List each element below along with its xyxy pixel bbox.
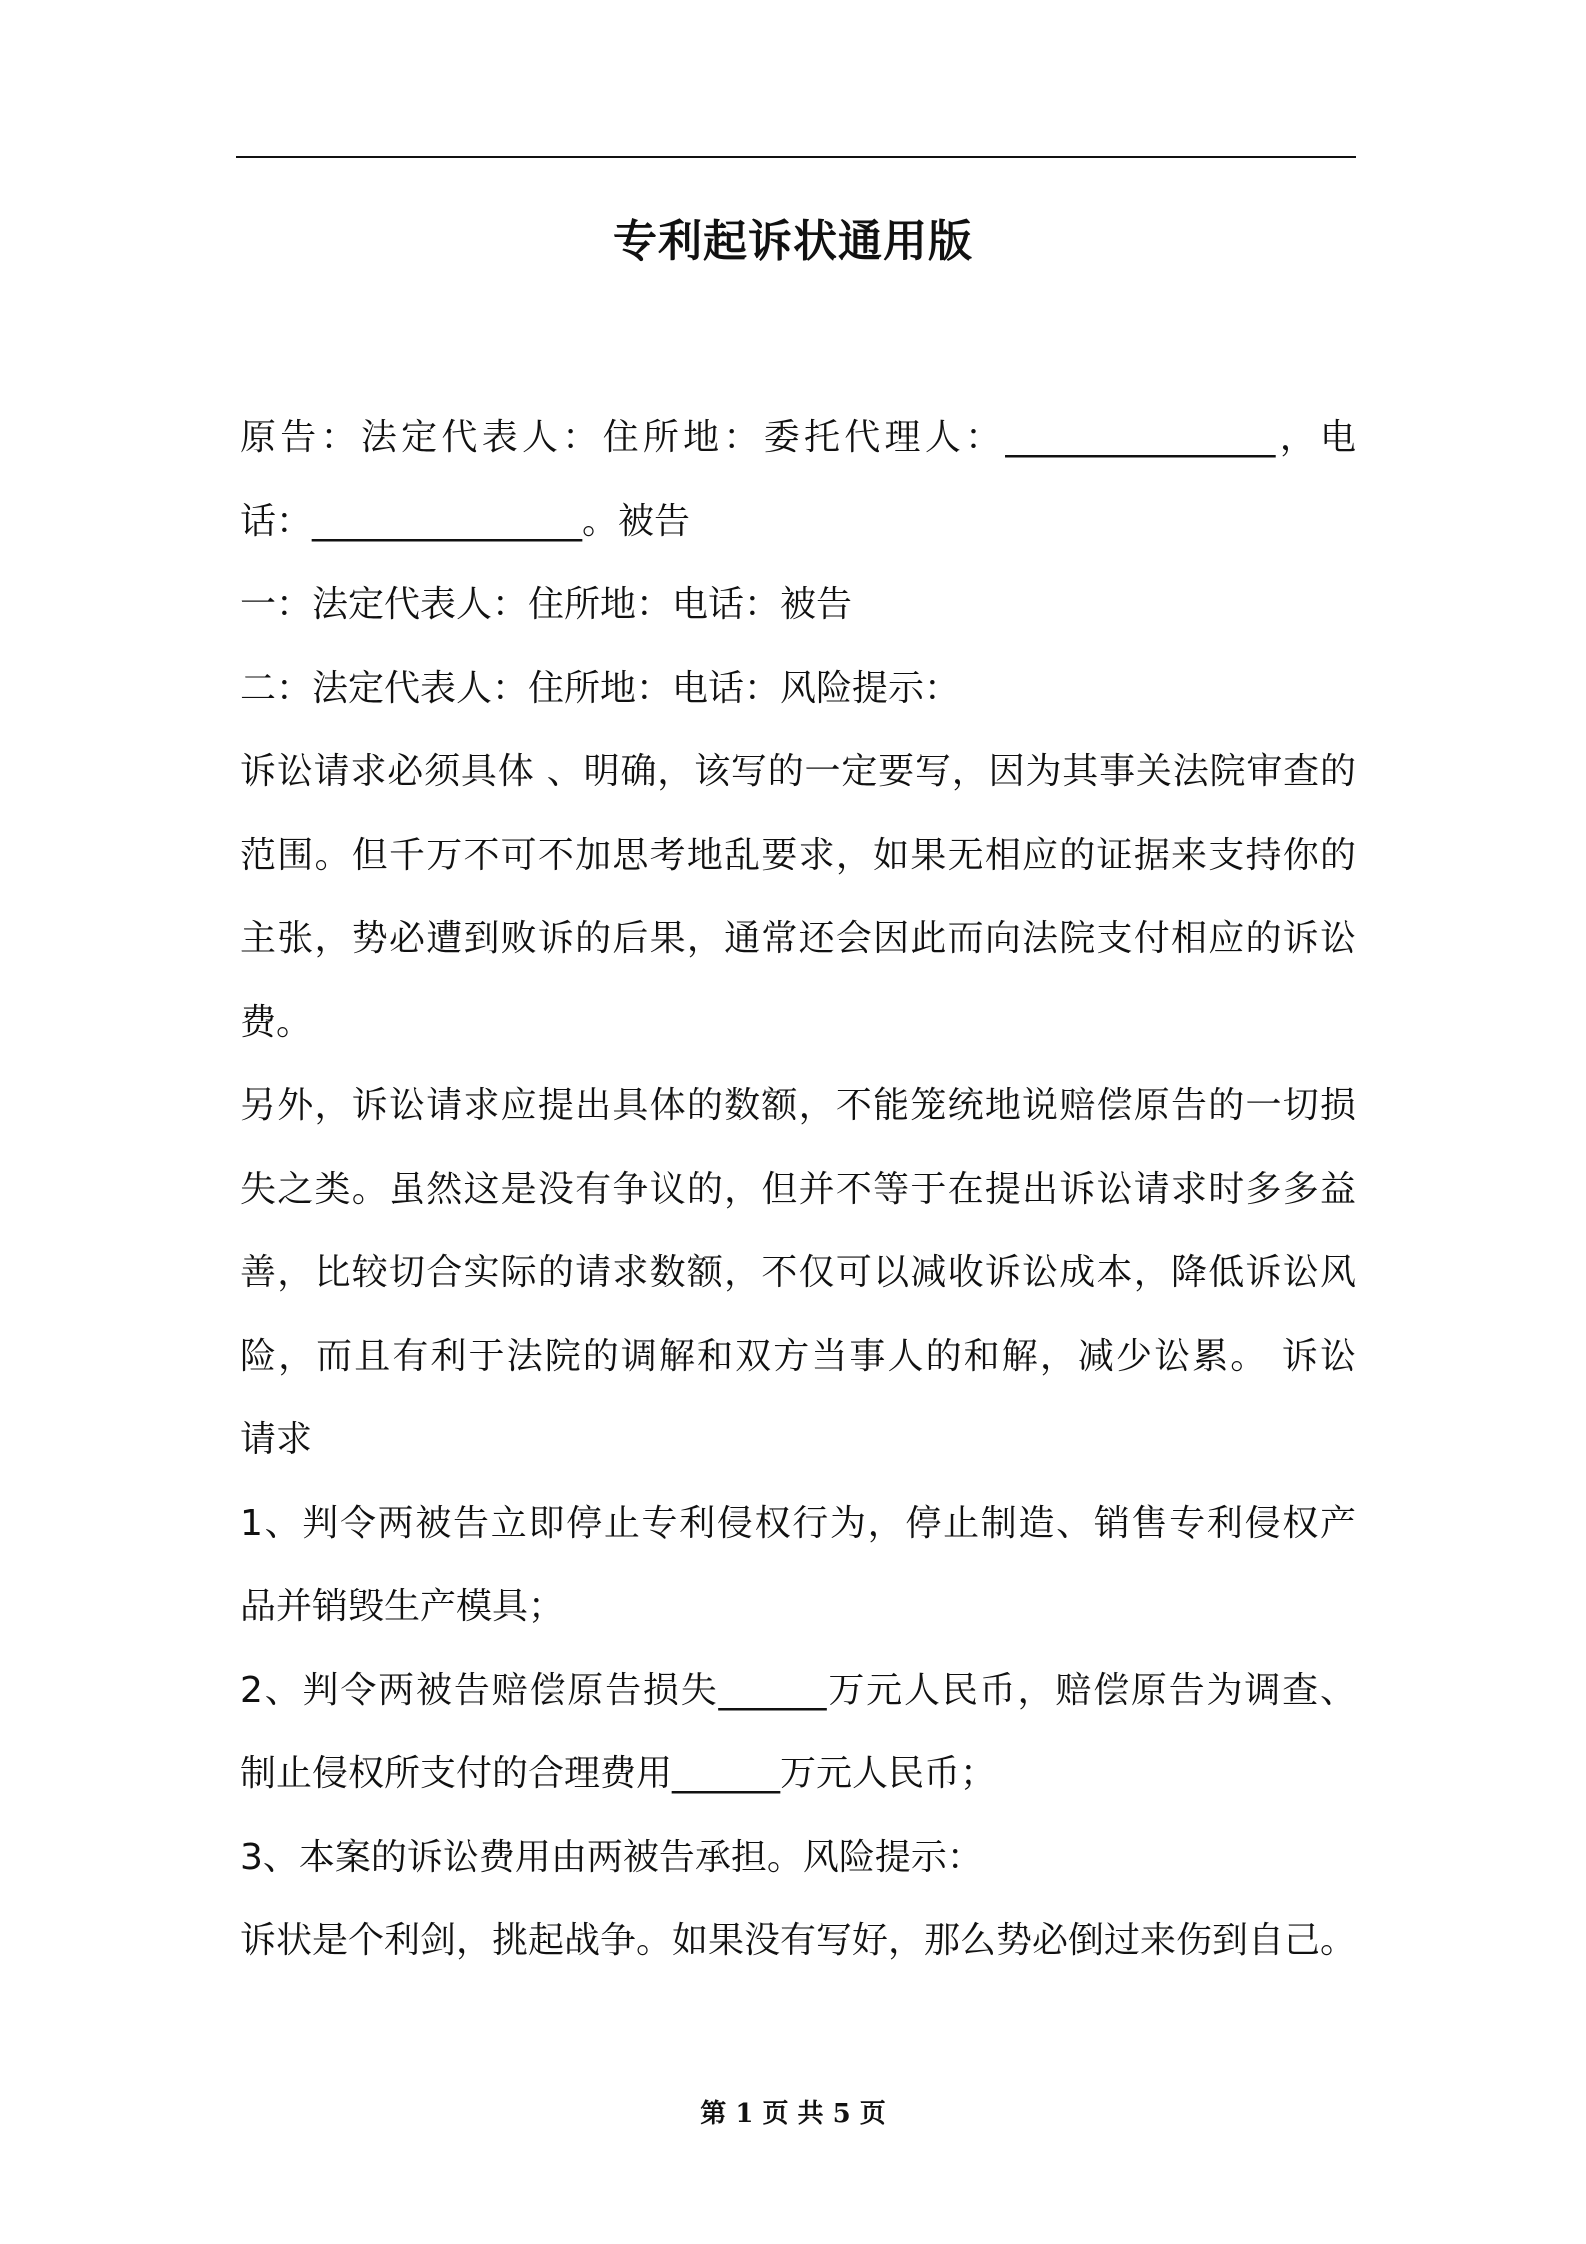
body-line: 善，比较切合实际的请求数额，不仅可以减收诉讼成本，降低诉讼风 <box>240 1252 1356 1293</box>
body-line: 2、判令两被告赔偿原告损失______万元人民币，赔偿原告为调查、 <box>240 1669 1356 1711</box>
body-line: 诉讼请求必须具体 、明确，该写的一定要写，因为其事关法院审查的 <box>240 751 1356 792</box>
body-line: 原告：法定代表人：住所地：委托代理人：_______________，电 <box>240 417 1356 458</box>
body-line: 请求 <box>240 1419 313 1460</box>
body-line: 险，而且有利于法院的调解和双方当事人的和解，减少讼累。 诉讼 <box>240 1335 1356 1377</box>
body-line: 失之类。虽然这是没有争议的，但并不等于在提出诉讼请求时多多益 <box>240 1168 1356 1210</box>
header-rule <box>236 156 1356 158</box>
body-line: 另外，诉讼请求应提出具体的数额，不能笼统地说赔偿原告的一切损 <box>240 1085 1356 1126</box>
body-line: 范围。但千万不可不加思考地乱要求，如果无相应的证据来支持你的 <box>240 834 1356 876</box>
body-line: 制止侵权所支付的合理费用______万元人民币； <box>240 1753 997 1794</box>
body-line: 话：_______________。被告 <box>240 500 691 542</box>
body-line: 1、判令两被告立即停止专利侵权行为，停止制造、销售专利侵权产 <box>240 1502 1356 1544</box>
page-number-footer: 第 1 页 共 5 页 <box>700 2099 886 2129</box>
body-line: 品并销毁生产模具； <box>240 1586 565 1627</box>
body-line: 二：法定代表人：住所地：电话：风险提示： <box>240 667 961 709</box>
document-title: 专利起诉状通用版 <box>613 216 973 267</box>
body-line: 一：法定代表人：住所地：电话：被告 <box>240 584 853 625</box>
body-line: 诉状是个利剑，挑起战争。如果没有写好，那么势必倒过来伤到自己。 <box>240 1920 1357 1961</box>
body-line: 费。 <box>240 1001 313 1043</box>
body-line: 3、本案的诉讼费用由两被告承担。风险提示： <box>240 1836 983 1878</box>
document-body <box>240 396 1356 1983</box>
body-line: 主张，势必遭到败诉的后果，通常还会因此而向法院支付相应的诉讼 <box>240 918 1356 959</box>
